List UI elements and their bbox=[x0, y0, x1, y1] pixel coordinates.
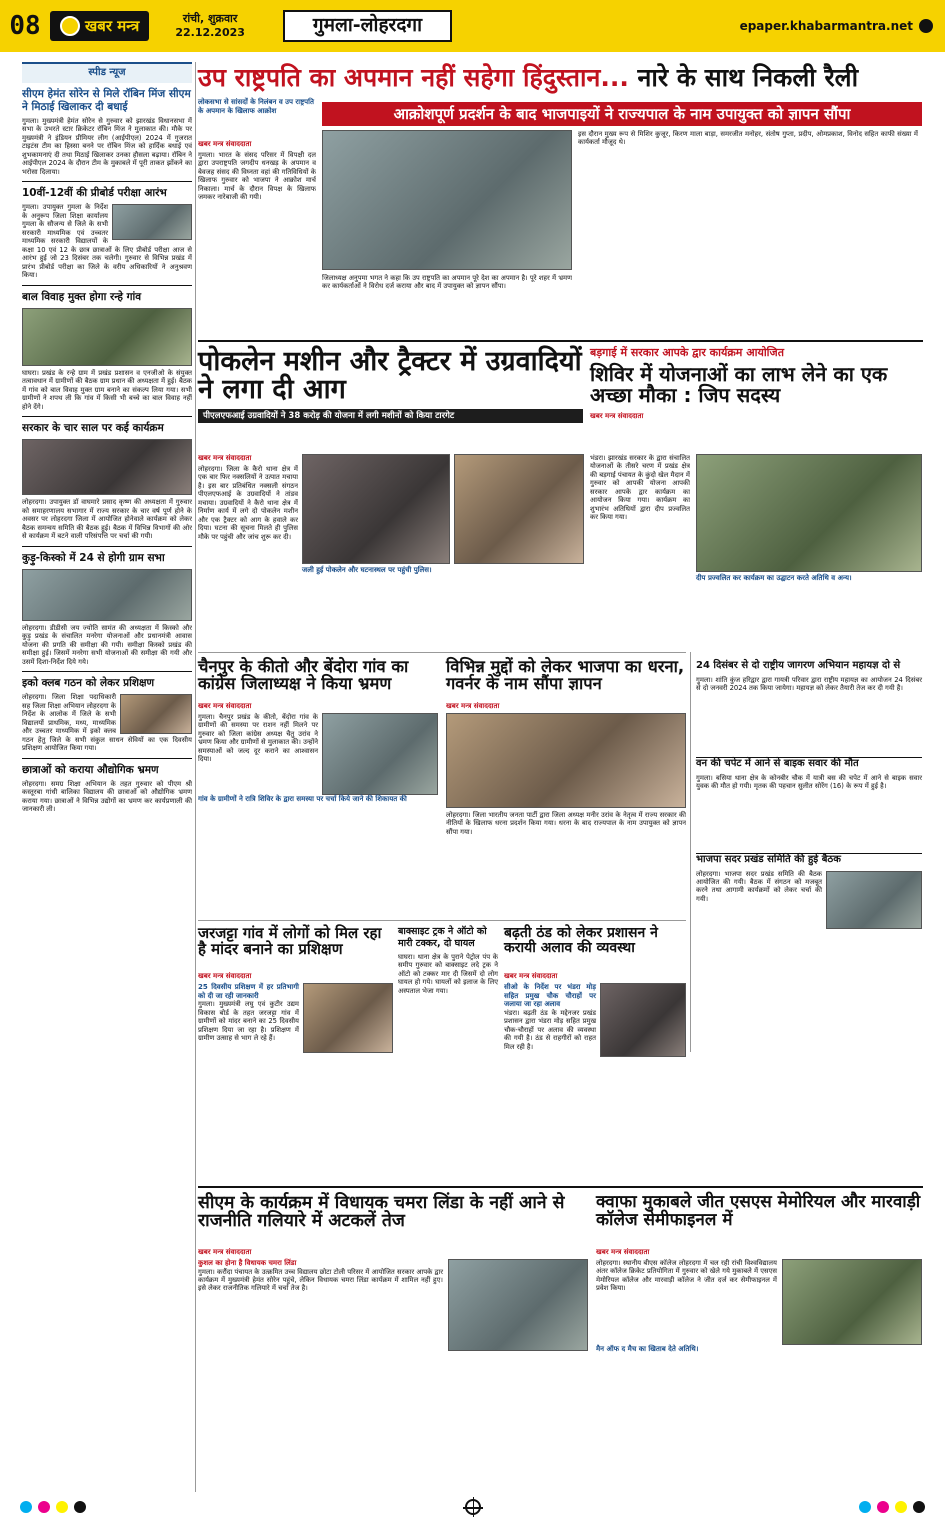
article-headline[interactable]: सीएम के कार्यक्रम में विधायक चमरा लिंडा के नहीं आने से राजनीति गलियारे में अटकलें तेज bbox=[198, 1193, 565, 1232]
article-headline[interactable]: जरजट्टा गांव में लोगों को मिल रहा है मांदर बनाने का प्रशिक्षण bbox=[198, 924, 382, 958]
brief-title[interactable]: इको क्लब गठन को लेकर प्रशिक्षण bbox=[22, 677, 155, 690]
dharna-body bbox=[446, 702, 686, 914]
divider bbox=[22, 546, 192, 547]
article-headline[interactable]: बढ़ती ठंड को लेकर प्रशासन ने करायी अलाव की व्यवस्था bbox=[504, 925, 658, 956]
article-byline: खबर मन्त्र संवाददाता bbox=[596, 1248, 650, 1256]
registration-crosshair-icon bbox=[465, 1499, 481, 1515]
camp-inauguration-photo bbox=[696, 454, 922, 572]
article-bonfire bbox=[504, 926, 686, 955]
village-visit-photo bbox=[322, 713, 438, 795]
article-body: लोहरदगा। भाजपा सदर प्रखंड समिति की बैठक आयोजित की गयी। बैठक में संगठन को मजबूत करने तथा आगामी कार्यक्रमों को लेकर चर्चा की गयी। bbox=[696, 869, 822, 903]
brief-body: गुमला। उपायुक्त गुमला के निर्देश के अनुरूप जिला शिक्षा कार्यालय गुमला के सौजन्य से जिले के सभी सरकारी माध्यमिक एवं उच्चतर माध्यमिक सरकारी विद्यालयों के कक्षा 10 एवं 12 के छात्र छात्राओं के लिए प्रीबोर्ड परीक्षा आज से आरंभ हुई जो 23 दिसंबर तक चलेगी। गुरुवार से विभिन्न प्रखंड में प्रारंभ प्रीबोर्ड परीक्षा का जिले के वरीय अधिकारियों ने अनुश्रवण किया। bbox=[22, 203, 192, 280]
brief-title[interactable]: कुड़ु-किस्को में 24 से होगी ग्राम सभा bbox=[22, 551, 165, 564]
article-accident bbox=[696, 758, 922, 790]
article-body: भंडरा। झारखंड सरकार के द्वारा संचालित योजनाओं के तीसरे चरण में प्रखंड क्षेत्र की बड़गाई पंचायत के कुंदो खेल मैदान में गुरुवार को आपकी योजना आपकी सरकार आपके द्वार कार्यक्रम का आयोजन किया गया। कार्यक्रम का शुभारंभ अतिथियों द्वारा दीप प्रज्वलित कर किया गया। bbox=[590, 454, 690, 522]
review-meeting-photo bbox=[22, 569, 192, 621]
city-day: रांची, शुक्रवार bbox=[182, 11, 238, 25]
left-column bbox=[22, 62, 192, 1487]
brief-title[interactable]: सीएम हेमंत सोरेन से मिले रॉबिन मिंज सीएम ने मिठाई खिलाकर दी बधाई bbox=[22, 87, 191, 113]
website-link[interactable] bbox=[740, 19, 933, 34]
lead-column-1 bbox=[198, 140, 316, 335]
article-byline: खबर मन्त्र संवाददाता bbox=[198, 454, 252, 462]
photo-caption: मैन ऑफ द मैच का खिताब देते अतिथि। bbox=[596, 1344, 699, 1353]
mandar-body bbox=[198, 972, 393, 1172]
article-subheadline: पीएलएफआई उग्रवादियों ने 38 करोड़ की योजना में लगी मशीनों को किया टारगेट bbox=[198, 409, 583, 424]
article-byline: खबर मन्त्र संवाददाता bbox=[198, 702, 252, 710]
divider bbox=[22, 671, 192, 672]
brief-body: घाघरा। प्रखंड के रन्हे ग्राम में प्रखंड प्रशासन व एनजीओ के संयुक्त तत्वावधान में ग्रामीणों की बैठक ग्राम प्रधान की अध्यक्षता में हुई। बैठक में गांव को बाल विवाह मुक्त ग्राम बनाने का संकल्प लिया गया। सभी ग्रामीणों ने शपथ ली कि गांव में किसी भी बच्चे का बाल विवाह नहीं होने देंगे। bbox=[22, 368, 192, 411]
section-divider bbox=[198, 340, 923, 342]
brand-name: खबर मन्त्र bbox=[85, 16, 140, 35]
lead-photo-caption-box bbox=[198, 98, 316, 136]
article-body: लोहरदगा। जिला के कैरो थाना क्षेत्र में एक बार फिर नक्सलियों ने उत्पात मचाया है। इस बार प्रतिबंधित नक्सली संगठन पीएलएफआई के उग्रवादियों ने तांडव मचाया। उग्रवादियों ने कैरो थाना क्षेत्र में निर्माण कार्य में लगे दो पोकलेन मशीन और एक ट्रैक्टर को आग के हवाले कर दिया। घटना की सूचना मिलते ही पुलिस मौके पर पहुंची और जांच शुरू कर दी। bbox=[198, 464, 298, 541]
dharna-photo bbox=[446, 713, 686, 808]
article-headline[interactable]: विभिन्न मुद्दों को लेकर भाजपा का धरना, गवर्नर के नाम सौंपा ज्ञापन bbox=[446, 657, 685, 694]
black-mark-icon bbox=[74, 1501, 86, 1513]
article-headline[interactable]: क्वाफा मुकाबले जीत एसएस मेमोरियल और मारवाड़ी कॉलेज सेमीफाइनल में bbox=[596, 1192, 921, 1230]
article-body: गुमला। चैनपुर प्रखंड के कीतो, बेंदोरा गांव के ग्रामीणों की समस्या पर राशन नहीं मिलने पर गुरुवार को जिला कांग्रेस अध्यक्ष चैतु उरांव ने भ्रमण किया और ग्रामीणों से मुलाकात की। उन्होंने समस्याओं को जल्द दूर कराने का आश्वासन दिया। bbox=[198, 712, 318, 764]
village-meeting-photo bbox=[22, 308, 192, 366]
article-body: गुमला। बसिया थाना क्षेत्र के कोनबीर चौक में यात्री बस की चपेट में आने से बाइक सवार युवक की मौत हो गयी। मृतक की पहचान सुलीत सोरेंग (16) के रूप में हुई है। bbox=[696, 773, 922, 790]
article-headline[interactable]: शिविर में योजनाओं का लाभ लेने का एक अच्छा मौका : जिप सदस्य bbox=[590, 361, 888, 407]
mla-body bbox=[198, 1248, 588, 1488]
column-divider bbox=[690, 652, 691, 1052]
article-headline[interactable]: 24 दिसंबर से दो राष्ट्रीय जागरण अभियान महायज्ञ दो से bbox=[696, 660, 901, 671]
section-divider bbox=[198, 1186, 923, 1188]
article-body: लोहरदगा। स्थानीय बीएस कॉलेज लोहरदगा में चल रही रांची विश्वविद्यालय अंतर कॉलेज क्रिकेट प्रतियोगिता में गुरुवार को खेले गये मुकाबले में एसएस मेमोरियल कॉलेज और मारवाड़ी कॉलेज ने जीत दर्ज कर सेमीफाइनल में प्रवेश किया। bbox=[596, 1258, 777, 1293]
cyan-mark-icon bbox=[859, 1501, 871, 1513]
color-registration-right bbox=[859, 1501, 925, 1513]
yellow-mark-icon bbox=[895, 1501, 907, 1513]
speed-news-label: स्पीड न्यूज bbox=[22, 62, 192, 83]
photo-caption: 25 दिवसीय प्रशिक्षण में हर प्रतिभागी को दी जा रही जानकारी bbox=[198, 982, 299, 1000]
photo-caption: कुशल का होना है विधायक चमरा लिंडा bbox=[198, 1258, 297, 1267]
brief-title[interactable]: सरकार के चार साल पर कई कार्यक्रम bbox=[22, 422, 164, 435]
brand-logo-icon bbox=[60, 16, 80, 36]
article-bjp-dharna bbox=[446, 658, 686, 693]
meeting-hall-photo bbox=[22, 439, 192, 495]
website-url: epaper.khabarmantra.net bbox=[739, 18, 913, 33]
article-body: गुमला। शांति कुंज हरिद्वार द्वारा गायत्री परिवार द्वारा राष्ट्रीय महायज्ञ का आयोजन 24 दिसंबर से दो जनवरी 2024 तक किया जायेगा। महायज्ञ को लेकर तैयारी तेज कर दी गयी है। bbox=[696, 675, 922, 692]
article-yagya bbox=[696, 660, 922, 692]
divider bbox=[22, 285, 192, 286]
cricket-body bbox=[596, 1248, 922, 1488]
article-kicker: बड़गाई में सरकार आपके द्वार कार्यक्रम आयोजित bbox=[590, 346, 784, 359]
divider bbox=[22, 758, 192, 759]
magenta-mark-icon bbox=[38, 1501, 50, 1513]
rally-photo bbox=[322, 130, 572, 270]
brand-logo[interactable] bbox=[50, 11, 149, 41]
dateline bbox=[175, 12, 245, 41]
article-byline: खबर मन्त्र संवाददाता bbox=[198, 972, 252, 980]
section-title: गुमला-लोहरदगा bbox=[283, 10, 452, 42]
lead-byline: खबर मन्त्र संवाददाता bbox=[198, 140, 252, 148]
black-mark-icon bbox=[913, 1501, 925, 1513]
web-icon bbox=[919, 19, 933, 33]
bjp-meeting-photo bbox=[826, 871, 922, 929]
article-mandar bbox=[198, 926, 393, 958]
congress-body bbox=[198, 702, 438, 914]
issue-date: 22.12.2023 bbox=[175, 26, 245, 39]
page-number: 08 bbox=[9, 10, 41, 41]
photo-caption: जली हुई पोकलेन और घटनास्थल पर पहुंची पुलिस। bbox=[302, 566, 432, 574]
brief-body: लोहरदगा। डीडीसी जय ज्योति सामंत की अध्यक्षता में किस्को और कुड़ु प्रखंड के संचालित मनरेगा योजनाओं और प्रधानमंत्री आवास योजना की प्रगति की समीक्षा की गयी। समीक्षा किस्को प्रखंड की समीक्षा हुई। जिसमें मनरेगा सभी योजनाओं की समीक्षा की गयी और उसमें दिशा-निर्देश दिये गये। bbox=[22, 623, 192, 666]
article-headline[interactable]: बाक्साइट ट्रक ने ऑटो को मारी टक्कर, दो घायल bbox=[398, 926, 487, 949]
lead-column-2 bbox=[322, 274, 572, 336]
lead-headline[interactable] bbox=[198, 62, 923, 98]
brief-title[interactable]: छात्राओं को कराया औद्योगिक भ्रमण bbox=[22, 763, 159, 776]
section-divider bbox=[198, 920, 686, 921]
brief-body: लोहरदगा। उपायुक्त डॉ वाघमारे प्रसाद कृष्ण की अध्यक्षता में गुरुवार को समाहरणालय सभागार में राज्य सरकार के चार वर्ष पूर्ण होने के अवसर पर लोहरदगा जिला में आयोजित होनेवाले कार्यक्रम को लेकर बैठक समन्वय समिति की बैठक हुई। बैठक में विभिन्न विभागों की ओर से कार्यक्रम में बटने वाली परिसंपत्ति पर चर्चा की गयी। bbox=[22, 498, 192, 541]
brief-body: गुमला। मुख्यमंत्री हेमंत सोरेन से गुरुवार को झारखंड विधानसभा में सभा के उभरते स्टार क्रिकेटर रॉबिन मिंज ने मुलाकात की। मौके पर मुख्यमंत्री ने इंडियन प्रीमियर लीग (आईपीएल) 2024 में गुजरात टाइटंस टीम का हिस्सा बनने पर रॉबिन मिंज को हार्दिक बधाई एवं शुभकामनाएं दी तथा मिठाई खिलाकर उनका हौसला बढ़ाया। रॉबिन ने आईपीएल 2024 के दौरान टीम के मुकाबले में पूरी ताकत झोंकने का भरोसा दिलाया। bbox=[22, 116, 192, 176]
article-byline: खबर मन्त्र संवाददाता bbox=[504, 972, 558, 980]
photo-caption: दीप प्रज्वलित कर कार्यक्रम का उद्घाटन करते अतिथि व अन्य। bbox=[696, 574, 852, 582]
lead-photo-caption: लोकसभा से सांसदों के निलंबन व उप राष्ट्रपति के अपमान के खिलाफ आक्रोश bbox=[198, 98, 314, 115]
color-registration-left bbox=[20, 1501, 86, 1513]
lead-headline-red: उप राष्ट्रपति का अपमान नहीं सहेगा हिंदुस्तान... bbox=[198, 63, 629, 92]
article-headline[interactable]: भाजपा सदर प्रखंड समिति की हुई बैठक bbox=[696, 854, 841, 865]
magenta-mark-icon bbox=[877, 1501, 889, 1513]
bonfire-body bbox=[504, 972, 686, 1172]
masthead bbox=[0, 0, 945, 52]
lead-body-3: इस दौरान मुख्य रूप से मिशिर कुजूर, किरण माला बाड़ा, समरजीत मनोहर, संतोष गुप्ता, प्रदीप, ओमप्रकाश, विनोद सहित काफी संख्या में कार्यकर्ता मौजूद थे। bbox=[578, 130, 918, 147]
brief-title[interactable]: बाल विवाह मुक्त होगा रन्हे गांव bbox=[22, 290, 142, 303]
brief-body: लोहरदगा। समग्र शिक्षा अभियान के तहत गुरुवार को पीएम श्री कस्तूरबा गांधी बालिका विद्यालय की छात्राओं को औद्योगिक भ्रमण कराया गया। छात्राओं ने विभिन्न उद्योगों का भ्रमण कर कार्यप्रणाली की जानकारी ली। bbox=[22, 779, 192, 814]
lead-column-3 bbox=[578, 130, 918, 336]
pokelen-column-1 bbox=[198, 454, 298, 644]
article-body: लोहरदगा। जिला भारतीय जनता पार्टी द्वारा जिला अध्यक्ष मनीर उरांव के नेतृत्व में राज्य सरकार की नीतियों के खिलाफ धरना प्रदर्शन किया गया। धरना के बाद राज्यपाल के नाम उपायुक्त को ज्ञापन सौंपा गया। bbox=[446, 810, 686, 836]
article-mla-absent bbox=[198, 1194, 588, 1231]
camp-column-1 bbox=[590, 454, 690, 644]
mandar-training-photo bbox=[303, 983, 393, 1053]
article-byline: खबर मन्त्र संवाददाता bbox=[198, 1248, 252, 1256]
article-congress bbox=[198, 658, 438, 693]
lead-body-1: गुमला। भारत के संसद परिसर में विपक्षी दल द्वारा उपराष्ट्रपति जगदीप धनखड़ के अपमान व बेवजह संसद की विघ्नता वहां की गतिविधियों के खिलाफ गुरुवार को भाजपा ने आक्रोश मार्च निकाला। मार्च के दौरान विपक्ष के खिलाफ जमकर नारेबाजी की गयी। bbox=[198, 150, 316, 202]
article-headline[interactable]: चैनपुर के कीतो और बेंदोरा गांव का कांग्रेस जिलाध्यक्ष ने किया भ्रमण bbox=[198, 657, 409, 694]
article-body: भंडरा। बढ़ती ठंड के मद्देनजर प्रखंड प्रशासन द्वारा भंडरा मोड़ सहित प्रमुख चौक-चौराहों पर अलाव की व्यवस्था की गयी है। ठंड से राहगीरों को राहत मिल रही है। bbox=[504, 1009, 596, 1051]
article-body: गुमला। करौंदा पंचायत के उत्क्रमित उच्च विद्यालय छोटा टोली परिसर में आयोजित सरकार आपके द्वार कार्यक्रम में मुख्यमंत्री हेमंत सोरेन पहुंचे, लेकिन विधायक चमरा लिंडा कार्यक्रम में शामिल नहीं हुए। इसे लेकर राजनीतिक गलियारे में चर्चा तेज है। bbox=[198, 1267, 443, 1293]
column-divider bbox=[195, 62, 196, 1492]
section-divider bbox=[198, 652, 686, 653]
bonfire-photo bbox=[600, 983, 686, 1057]
article-headline[interactable]: वन की चपेट में आने से बाइक सवार की मौत bbox=[696, 758, 859, 769]
photo-caption: गांव के ग्रामीणों ने रात्रि शिविर के द्वारा समस्या पर चर्चा किये जाने की शिकायत की bbox=[198, 794, 407, 803]
article-cricket bbox=[596, 1194, 922, 1230]
article-byline: खबर मन्त्र संवाददाता bbox=[446, 702, 500, 710]
divider bbox=[22, 416, 192, 417]
article-camp bbox=[590, 346, 923, 423]
article-truck-accident bbox=[398, 926, 498, 995]
lead-body-2: जिलाध्यक्ष अनुपमा भगत ने कहा कि उप राष्ट्रपति का अपमान पूरे देश का अपमान है। पूरे शहर में भ्रमण कर कार्यकर्ताओं ने विरोध दर्ज कराया और बाद में उपायुक्त को ज्ञापन सौंपा। bbox=[322, 274, 572, 291]
article-body: घाघरा। थाना क्षेत्र के पुराने पेट्रोल पंप के समीप गुरुवार को बाक्साइट लदे ट्रक ने ऑटो को टक्कर मार दी जिसमें दो लोग घायल हो गये। घायलों को इलाज के लिए अस्पताल भेजा गया। bbox=[398, 952, 498, 995]
burnt-machine-photo bbox=[302, 454, 450, 564]
article-headline[interactable]: पोकलेन मशीन और ट्रैक्टर में उग्रवादियों ने लगा दी आग bbox=[198, 346, 582, 406]
training-photo bbox=[120, 694, 192, 734]
divider bbox=[22, 181, 192, 182]
cyan-mark-icon bbox=[20, 1501, 32, 1513]
lead-subheadline: आक्रोशपूर्ण प्रदर्शन के बाद भाजपाइयों ने राज्यपाल के नाम उपायुक्त को ज्ञापन सौंपा bbox=[322, 102, 922, 126]
print-footer bbox=[0, 1497, 945, 1517]
article-byline: खबर मन्त्र संवाददाता bbox=[590, 411, 644, 420]
cm-event-photo bbox=[448, 1259, 588, 1351]
lead-headline-black: नारे के साथ निकली रैली bbox=[637, 63, 859, 92]
cricket-award-photo bbox=[782, 1259, 922, 1345]
police-spot-photo bbox=[454, 454, 584, 564]
article-bjp-meeting bbox=[696, 854, 922, 929]
photo-caption: सीओ के निर्देश पर भंडरा मोड़ सहित प्रमुख चौक चौराहों पर जलाया जा रहा अलाव bbox=[504, 982, 596, 1009]
exam-photo bbox=[112, 204, 192, 240]
article-pokelen bbox=[198, 348, 583, 423]
brief-body: लोहरदगा। जिला शिक्षा पदाधिकारी सह जिला शिक्षा अभियान लोहरदगा के निर्देश के आलोक में जिले के सभी विद्यालयों प्राथमिक, मध्य, माध्यमिक और उच्चतर माध्यमिक में इको क्लब गठन हेतु जिले के सभी संकुल साधन सेवियों का एक दिवसीय प्रशिक्षण आयोजित किया गया। bbox=[22, 693, 192, 753]
article-body: गुमला। मुख्यमंत्री लघु एवं कुटीर उद्यम विकास बोर्ड के तहत जरजट्टा गांव में ग्रामीणों को मांदर बनाने का 25 दिवसीय प्रशिक्षण दिया जा रहा है। प्रशिक्षण में ग्रामीण उत्साह से भाग ले रहे हैं। bbox=[198, 1000, 299, 1043]
brief-title[interactable]: 10वीं-12वीं की प्रीबोर्ड परीक्षा आरंभ bbox=[22, 187, 167, 200]
yellow-mark-icon bbox=[56, 1501, 68, 1513]
